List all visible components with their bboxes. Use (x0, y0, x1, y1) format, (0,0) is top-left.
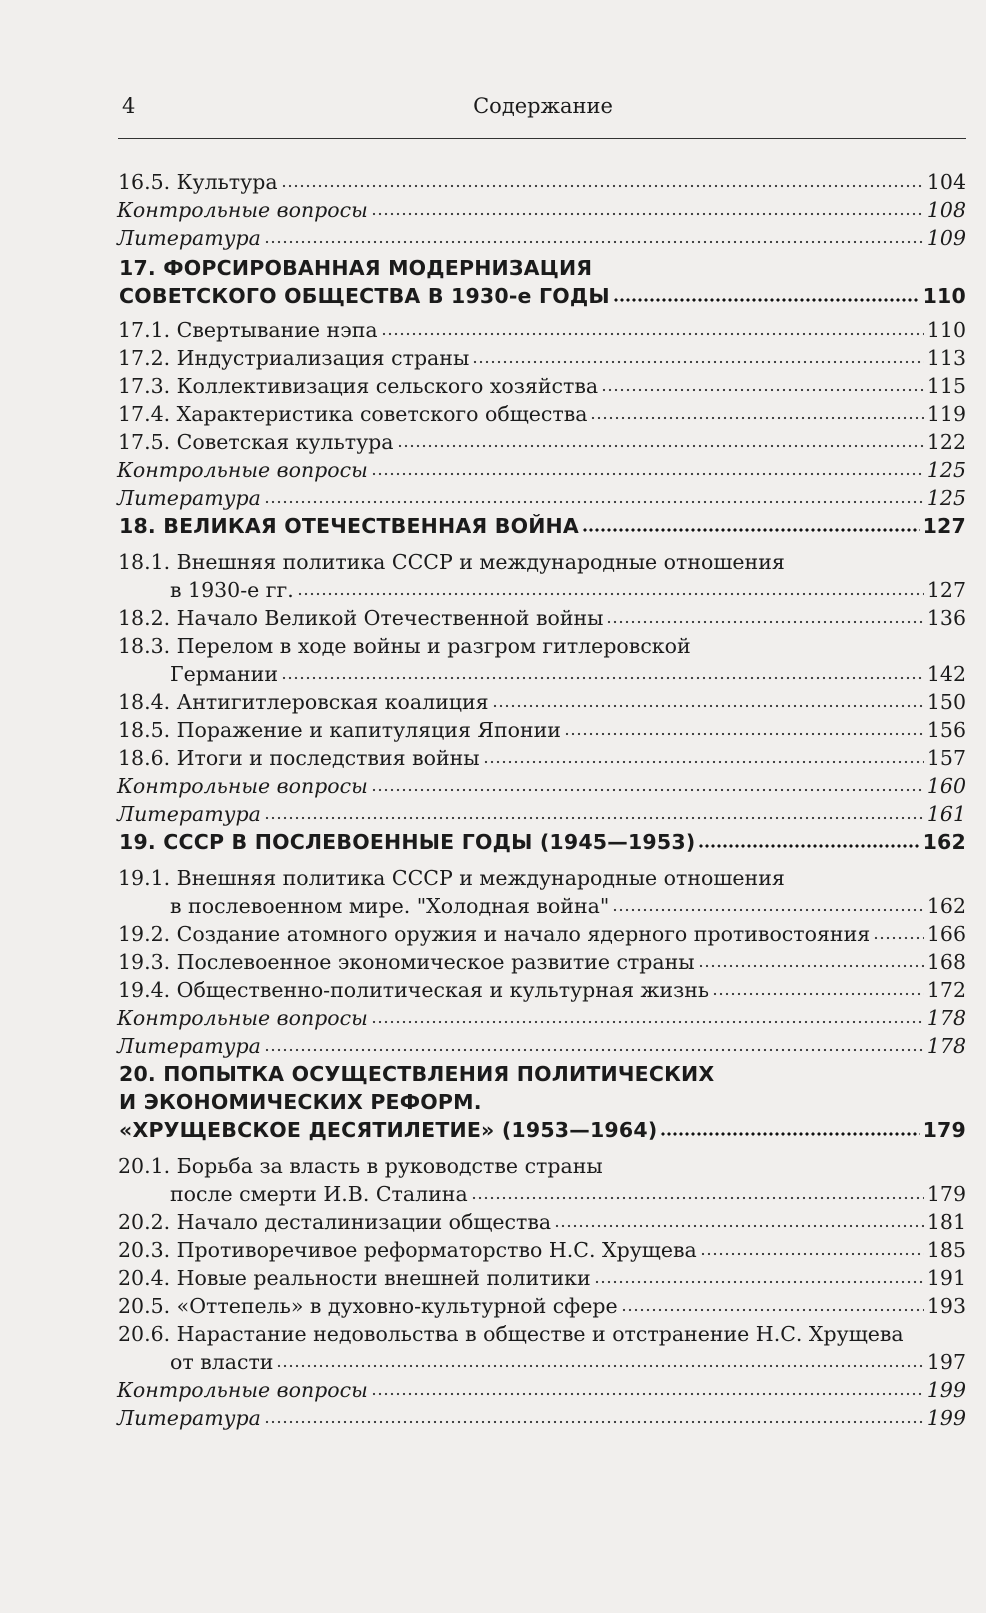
toc-page-number: 156 (926, 718, 966, 742)
toc-entry[interactable] (118, 716, 966, 744)
chapter-title-line: 20. ПОПЫТКА ОСУЩЕСТВЛЕНИЯ ПОЛИТИЧЕСКИХ (119, 1062, 715, 1086)
toc-page-number: 108 (926, 198, 966, 222)
toc-page-number: 193 (926, 1294, 966, 1318)
toc-page-number: 162 (926, 894, 966, 918)
toc-page-number: 127 (926, 578, 966, 602)
toc-entry-label: 18. ВЕЛИКАЯ ОТЕЧЕСТВЕННАЯ ВОЙНА (119, 514, 579, 538)
toc-page-number: 197 (926, 1350, 966, 1374)
toc-entry[interactable] (170, 660, 966, 688)
dot-leader (564, 731, 924, 737)
toc-page-number: 115 (926, 374, 966, 398)
toc-entry[interactable] (117, 456, 966, 484)
toc-entry[interactable] (118, 344, 966, 372)
toc-entry-label: Контрольные вопросы (117, 1006, 368, 1030)
toc-entry-label: Германии (170, 662, 278, 686)
toc-entry[interactable] (117, 196, 966, 224)
toc-page-number: 166 (926, 922, 966, 946)
toc-page-number: 110 (922, 284, 966, 308)
toc-entry[interactable] (118, 744, 966, 772)
toc-entry-label: 19.2. Создание атомного оружия и начало ядерного противостояния (118, 922, 871, 946)
toc-chapter-entry[interactable] (119, 282, 966, 310)
dot-leader (594, 1279, 924, 1285)
dot-leader (371, 471, 924, 477)
dot-leader (264, 1419, 924, 1425)
dot-leader (660, 1131, 919, 1137)
toc-chapter-entry[interactable] (119, 512, 966, 540)
toc-entry-label: СОВЕТСКОГО ОБЩЕСТВА В 1930-е ГОДЫ (119, 284, 610, 308)
dot-leader (698, 963, 924, 969)
toc-page-number: 157 (926, 746, 966, 770)
toc-entry[interactable] (170, 576, 966, 604)
toc-entry[interactable] (118, 604, 966, 632)
toc-entry-label: в 1930-е гг. (170, 578, 294, 602)
section-title-line: 18.1. Внешняя политика СССР и международные отношения (118, 550, 785, 574)
toc-entry-label: 18.6. Итоги и последствия войны (118, 746, 480, 770)
dot-leader (397, 443, 924, 449)
toc-entry-label: 18.2. Начало Великой Отечественной войны (118, 606, 604, 630)
toc-entry-label: Литература (117, 486, 261, 510)
toc-entry-label: после смерти И.В. Сталина (170, 1182, 468, 1206)
dot-leader (472, 359, 924, 365)
toc-chapter-entry[interactable] (119, 828, 966, 856)
toc-entry[interactable] (170, 1348, 966, 1376)
dot-leader (582, 527, 920, 533)
toc-entry[interactable] (118, 976, 966, 1004)
toc-page-number: 142 (926, 662, 966, 686)
toc-page-number: 150 (926, 690, 966, 714)
dot-leader (264, 815, 924, 821)
running-title: Содержание (473, 94, 613, 118)
dot-leader (371, 1391, 924, 1397)
dot-leader (281, 675, 924, 681)
dot-leader (492, 703, 924, 709)
toc-entry-label: 17.2. Индустриализация страны (118, 346, 470, 370)
toc-page-number: 178 (926, 1006, 966, 1030)
toc-entry-label: 20.4. Новые реальности внешней политики (118, 1266, 591, 1290)
toc-entry-label: Контрольные вопросы (117, 198, 368, 222)
dot-leader (612, 907, 924, 913)
toc-entry[interactable] (117, 224, 966, 252)
toc-entry[interactable] (118, 168, 966, 196)
header-rule (118, 138, 966, 139)
toc-entry-label: 17.1. Свертывание нэпа (118, 318, 378, 342)
dot-leader (590, 415, 923, 421)
toc-page-number: 161 (926, 802, 966, 826)
toc-page-number: 199 (926, 1378, 966, 1402)
toc-entry[interactable] (118, 372, 966, 400)
dot-leader (698, 843, 919, 849)
toc-entry[interactable] (118, 428, 966, 456)
toc-entry-label: 19.4. Общественно-политическая и культурная жизнь (118, 978, 710, 1002)
toc-entry[interactable] (118, 1208, 966, 1236)
toc-entry-label: 18.5. Поражение и капитуляция Японии (118, 718, 561, 742)
toc-page-number: 191 (926, 1266, 966, 1290)
toc-entry[interactable] (118, 688, 966, 716)
toc-entry-label: Контрольные вопросы (117, 774, 368, 798)
dot-leader (700, 1251, 924, 1257)
toc-entry-label: 17.5. Советская культура (118, 430, 394, 454)
toc-entry[interactable] (117, 800, 966, 828)
dot-leader (281, 183, 924, 189)
page-number: 4 (122, 94, 136, 118)
toc-entry[interactable] (118, 316, 966, 344)
toc-page-number: 127 (922, 514, 966, 538)
toc-entry-label: 20.3. Противоречивое реформаторство Н.С. Хрущева (118, 1238, 697, 1262)
dot-leader (297, 591, 924, 597)
toc-entry-label: 18.4. Антигитлеровская коалиция (118, 690, 489, 714)
toc-page-number: 110 (926, 318, 966, 342)
toc-entry-label: 19. СССР В ПОСЛЕВОЕННЫЕ ГОДЫ (1945—1953) (119, 830, 696, 854)
toc-entry[interactable] (117, 1376, 966, 1404)
toc-page-number: 136 (926, 606, 966, 630)
toc-entry[interactable] (118, 920, 966, 948)
toc-page-number: 125 (926, 458, 966, 482)
toc-page-number: 185 (926, 1238, 966, 1262)
dot-leader (621, 1307, 924, 1313)
toc-page-number: 160 (926, 774, 966, 798)
toc-page-number: 104 (926, 170, 966, 194)
dot-leader (381, 331, 924, 337)
toc-entry-label: 16.5. Культура (118, 170, 278, 194)
dot-leader (371, 1019, 924, 1025)
toc-entry-label: Литература (117, 1034, 261, 1058)
toc-page-number: 109 (926, 226, 966, 250)
toc-entry-label: Контрольные вопросы (117, 458, 368, 482)
toc-entry[interactable] (118, 948, 966, 976)
toc-entry[interactable] (118, 1292, 966, 1320)
page-header (122, 88, 964, 124)
section-title-line: 20.1. Борьба за власть в руководстве страны (118, 1154, 603, 1178)
toc-page-number: 179 (922, 1118, 966, 1142)
dot-leader (606, 619, 923, 625)
chapter-title-line: И ЭКОНОМИЧЕСКИХ РЕФОРМ. (119, 1090, 482, 1114)
dot-leader (264, 499, 924, 505)
toc-entry-label: 17.3. Коллективизация сельского хозяйства (118, 374, 599, 398)
section-title-line: 19.1. Внешняя политика СССР и международные отношения (118, 866, 785, 890)
toc-entry-label: 20.5. «Оттепель» в духовно-культурной сфере (118, 1294, 618, 1318)
toc-entry[interactable] (117, 1004, 966, 1032)
dot-leader (371, 211, 924, 217)
toc-page-number: 172 (926, 978, 966, 1002)
toc-page-number: 199 (926, 1406, 966, 1430)
section-title-line: 20.6. Нарастание недовольства в обществе и отстранение Н.С. Хрущева (118, 1322, 904, 1346)
toc-page-number: 168 (926, 950, 966, 974)
toc-entry[interactable] (170, 1180, 966, 1208)
toc-entry-label: Литература (117, 226, 261, 250)
toc-entry[interactable] (117, 1404, 966, 1432)
dot-leader (264, 239, 924, 245)
toc-page-number: 113 (926, 346, 966, 370)
toc-entry[interactable] (118, 1236, 966, 1264)
toc-entry-label: 20.2. Начало десталинизации общества (118, 1210, 552, 1234)
toc-entry-label: Литература (117, 802, 261, 826)
toc-page-number: 162 (922, 830, 966, 854)
toc-entry-label: от власти (170, 1350, 274, 1374)
dot-leader (712, 991, 924, 997)
toc-entry[interactable] (118, 400, 966, 428)
toc-entry[interactable] (170, 892, 966, 920)
toc-entry-label: 17.4. Характеристика советского общества (118, 402, 588, 426)
dot-leader (264, 1047, 924, 1053)
chapter-title-line: 17. ФОРСИРОВАННАЯ МОДЕРНИЗАЦИЯ (119, 256, 593, 280)
dot-leader (471, 1195, 924, 1201)
toc-chapter-entry[interactable] (119, 1116, 966, 1144)
dot-leader (554, 1223, 924, 1229)
toc-page-number: 119 (926, 402, 966, 426)
toc-entry-label: в послевоенном мире. "Холодная война" (170, 894, 610, 918)
toc-entry-label: «ХРУЩЕВСКОЕ ДЕСЯТИЛЕТИЕ» (1953—1964) (119, 1118, 658, 1142)
toc-page-number: 125 (926, 486, 966, 510)
toc-page-number: 181 (926, 1210, 966, 1234)
toc-entry[interactable] (117, 772, 966, 800)
toc-entry[interactable] (117, 1032, 966, 1060)
dot-leader (873, 935, 924, 941)
dot-leader (371, 787, 924, 793)
toc-page-number: 178 (926, 1034, 966, 1058)
toc-page-number: 122 (926, 430, 966, 454)
dot-leader (601, 387, 924, 393)
dot-leader (276, 1363, 923, 1369)
toc-page-number: 179 (926, 1182, 966, 1206)
section-title-line: 18.3. Перелом в ходе войны и разгром гитлеровской (118, 634, 691, 658)
toc-entry-label: 19.3. Послевоенное экономическое развитие страны (118, 950, 695, 974)
toc-entry[interactable] (118, 1264, 966, 1292)
toc-entry[interactable] (117, 484, 966, 512)
toc-entry-label: Контрольные вопросы (117, 1378, 368, 1402)
dot-leader (483, 759, 924, 765)
dot-leader (613, 297, 920, 303)
toc-entry-label: Литература (117, 1406, 261, 1430)
